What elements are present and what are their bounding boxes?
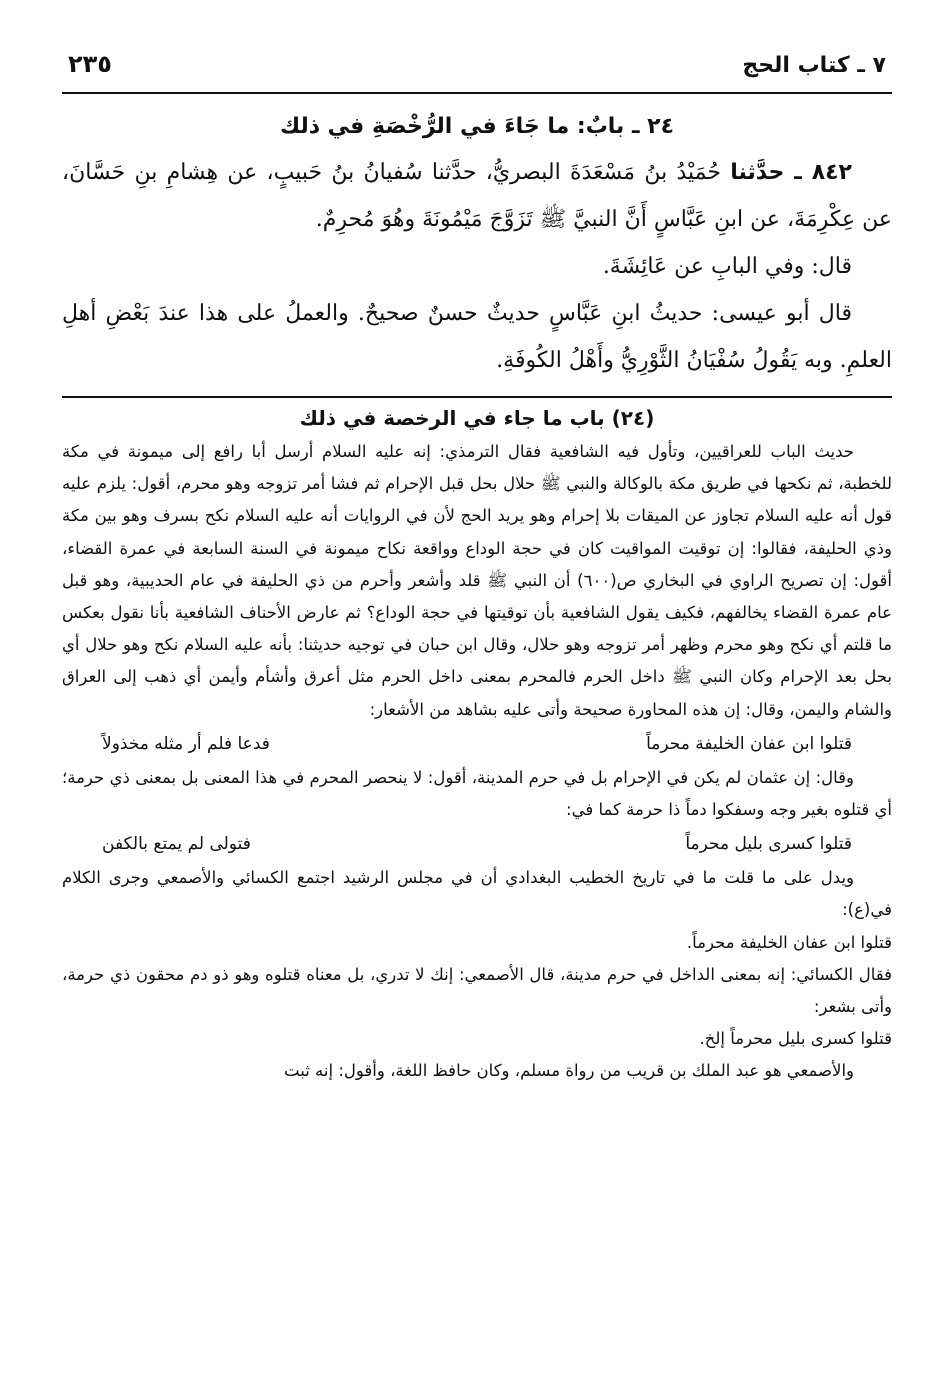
verse-first-hemistich: قتلوا ابن عفان الخليفة محرماً xyxy=(646,733,852,754)
commentary-paragraph: ويدل على ما قلت ما في تاريخ الخطيب البغدادي أن في مجلس الرشيد اجتمع الكسائي والأصمعي وجرى الكلام في(ع): xyxy=(62,868,892,920)
chapter-title: ٧ ـ كتاب الحج xyxy=(742,53,886,78)
quoted-verse-line: قتلوا ابن عفان الخليفة محرماً. xyxy=(686,932,892,952)
section-divider xyxy=(62,396,892,398)
commentary-heading: (٢٤) باب ما جاء في الرخصة في ذلك xyxy=(299,406,655,430)
hadith-text-section xyxy=(62,149,892,384)
verse-second-hemistich: فدعا فلم أر مثله مخذولاً xyxy=(102,733,270,754)
abu-isa-paragraph: قال أبو عيسى: حديثُ ابنِ عَبَّاسٍ حديثٌ حسنٌ صحيحٌ. والعملُ على هذا عندَ بَعْضِ أهلِ العلمِ. وبه يَقُولُ سُفْيَانُ الثَّوْرِيُّ وأَهْلُ الكُوفَةِ. xyxy=(62,301,892,373)
commentary-paragraph: والأصمعي هو عبد الملك بن قريب من رواة مسلم، وكان حافظ اللغة، وأقول: إنه ثبت xyxy=(284,1061,854,1081)
book-page xyxy=(62,50,892,1088)
page-number: ٢٣٥ xyxy=(68,50,112,78)
chapter-heading: ٢٤ ـ بابٌ: ما جَاءَ في الرُّخْصَةِ في ذلك xyxy=(279,114,675,139)
quoted-verse-line: قتلوا كسرى بليل محرماً إلخ. xyxy=(699,1029,892,1049)
poetry-verse xyxy=(62,726,892,762)
hadith-note-paragraph: قال: وفي البابِ عن عَائِشَةَ. xyxy=(602,254,852,279)
hadith-paragraph xyxy=(62,149,892,243)
verse-second-hemistich: فتولى لم يمتع بالكفن xyxy=(102,834,251,855)
commentary-paragraph: فقال الكسائي: إنه بمعنى الداخل في حرم مدينة، قال الأصمعي: إنك لا تدري، بل معناه قتلوه وهو ذو دم محقون ذي حرمة، وأتى بشعر: xyxy=(62,964,892,1017)
poetry-verse xyxy=(62,826,892,862)
running-header xyxy=(62,50,892,94)
verse-first-hemistich: قتلوا كسرى بليل محرماً xyxy=(685,834,852,855)
commentary-section xyxy=(62,436,892,1088)
commentary-paragraph: حديث الباب للعراقيين، وتأول فيه الشافعية فقال الترمذي: إنه عليه السلام أرسل أبا رافع إلى ميمونة في مكة للخطبة، ثم نكحها في طريق مكة بالوكالة والنبي ﷺ حلال بحل قبل الإحرام ثم فشا أمر تزوجه وهو محرم، أقول: يلزم عليه قول أنه عليه السلام تجاوز عن الميقات بلا إحرام وهو يريد الحج لأن في الروايات أنه عليه السلام نكح بسرف وهو بين مكة وذي الحليفة، فقالوا: إن توقيت المواقيت كان في حجة الوداع وواقعة نكاح ميمونة في السنة السابعة في عمرة القضاء، أقول: إن تصريح الراوي في البخاري ص(٦٠٠) أن النبي ﷺ قلد وأشعر وأحرم من ذي الحليفة في عام الحديبية، وهو قبل عام عمرة القضاء يخالفهم، فكيف يقول الشافعية بأن توقيتها في حجة الوداع؟ ثم عارض الأحناف الشافعية بأنا نقول بعكس ما قلتم أي نكح وهو محرم وظهر أمر تزوجه وهو حلال، وقال ابن حبان في توجيه حديثنا: بأنه عليه السلام نكح وهو حلال أي بحل بعد الإحرام وكان النبي ﷺ داخل الحرم فالمحرم بمعنى داخل الحرم مثل أعرق وأشأم وأيمن أي ذهب إلى العراق والشام واليمن، وقال: إن هذه المحاورة صحيحة وأتى عليه بشاهد من الأشعار: xyxy=(62,442,892,719)
commentary-paragraph: وقال: إن عثمان لم يكن في الإحرام بل في حرم المدينة، أقول: لا ينحصر المحرم في هذا المعنى بل بمعنى ذي حرمة؛ أي قتلوه بغير وجه وسفكوا دماً ذا حرمة كما في: xyxy=(62,767,892,820)
hadith-number: ٨٤٢ ـ حدَّثنا xyxy=(730,160,852,185)
hadith-body: حُمَيْدُ بنُ مَسْعَدَةَ البصريُّ، حدَّثنا سُفيانُ بنُ حَبيبٍ، عن هِشامِ بنِ حَسَّانَ، عن عِكْرِمَةَ، عن ابنِ عَبَّاسٍ أَنَّ النبيَّ ﷺ تَزَوَّجَ مَيْمُونَةَ وهُوَ مُحرِمٌ. xyxy=(62,160,892,232)
